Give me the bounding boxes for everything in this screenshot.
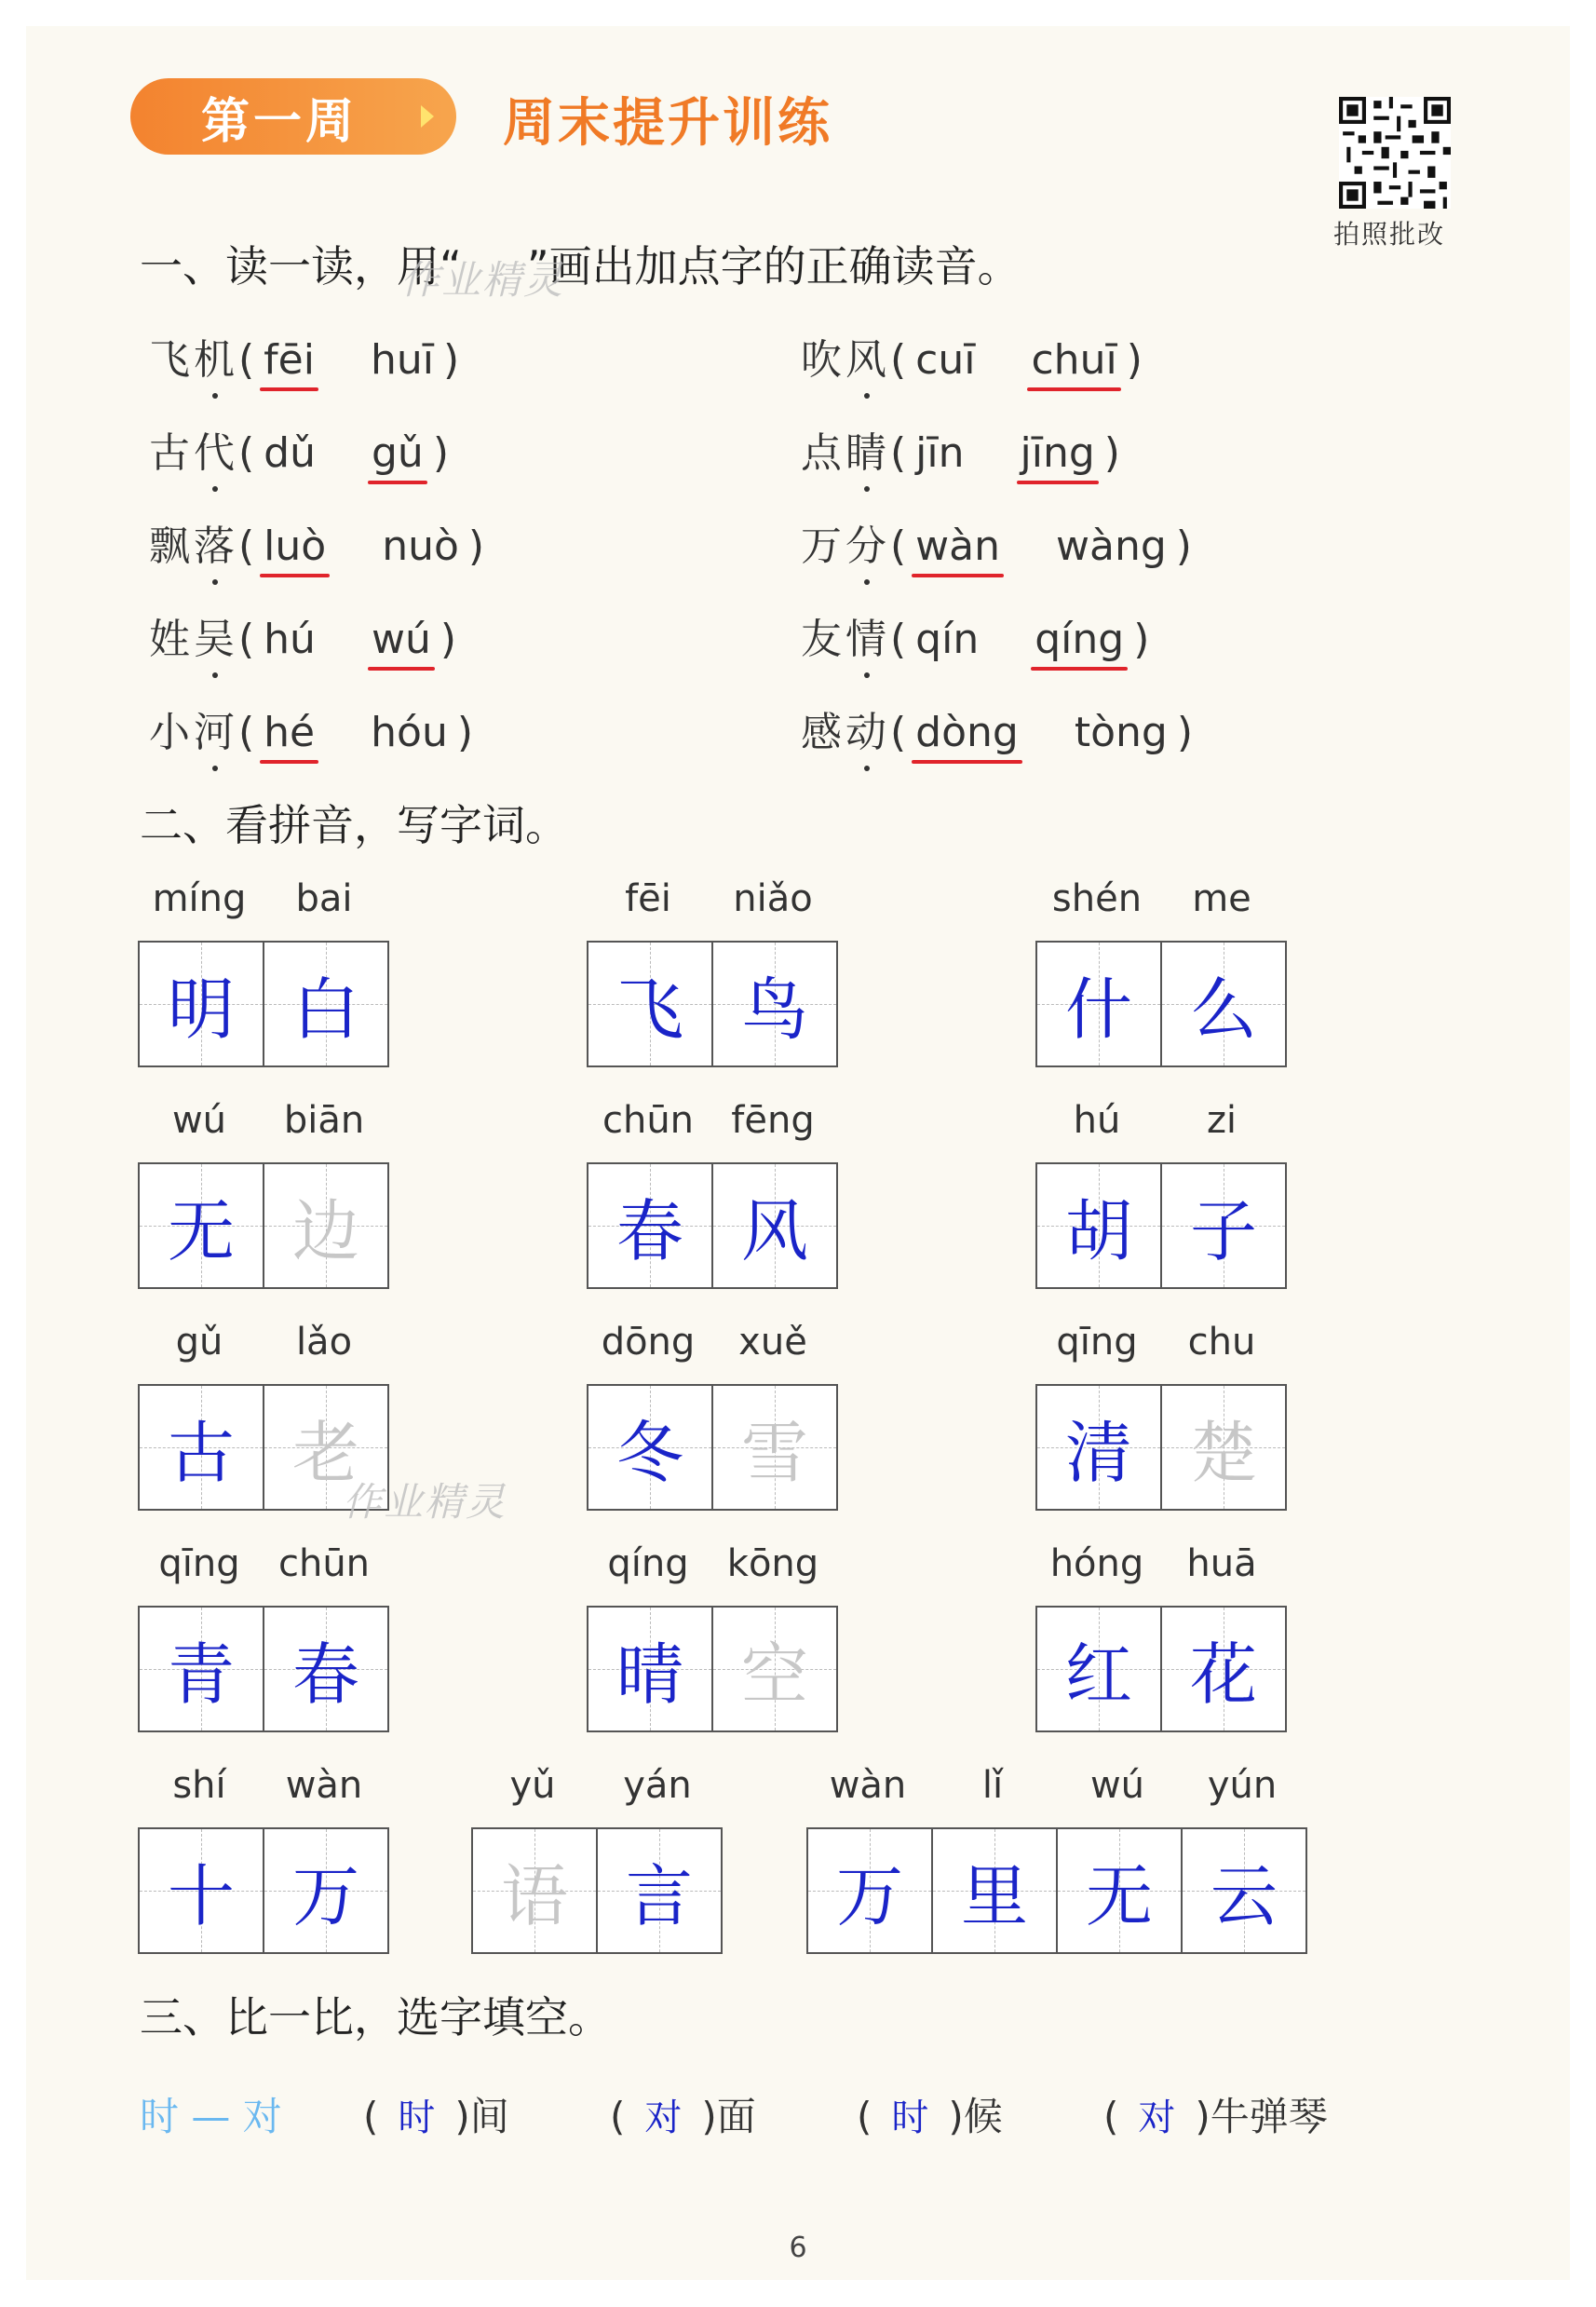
- fill-blank-item: ( 对 )牛弹琴: [1103, 2094, 1328, 2139]
- writing-grid: [587, 1162, 838, 1289]
- pinyin-label: xuě: [738, 1321, 807, 1364]
- pinyin-option-selected[interactable]: wú: [371, 616, 431, 663]
- emphasis-dot-icon: [864, 486, 870, 492]
- answer-character-cell[interactable]: 万: [808, 1829, 931, 1952]
- reading-word: 感动: [801, 699, 890, 758]
- reading-word: 飘落: [149, 512, 238, 572]
- answer-character-cell[interactable]: 晴: [588, 1608, 711, 1730]
- emphasis-dot-icon: [212, 766, 218, 771]
- trace-character-cell[interactable]: 老: [263, 1386, 387, 1509]
- emphasis-dot-icon: [212, 579, 218, 585]
- answer-character-cell[interactable]: 万: [263, 1829, 387, 1952]
- pinyin-option-selected[interactable]: dòng: [915, 709, 1019, 756]
- trace-character-cell[interactable]: 雪: [711, 1386, 836, 1509]
- writing-grid: [1035, 941, 1287, 1067]
- trace-character-cell[interactable]: 楚: [1160, 1386, 1285, 1509]
- writing-grid: [587, 941, 838, 1067]
- answer-character-cell[interactable]: 春: [263, 1608, 387, 1730]
- emphasis-dot-icon: [864, 579, 870, 585]
- pinyin-label: kōng: [726, 1542, 819, 1585]
- pinyin-label: hóng: [1049, 1542, 1144, 1585]
- reading-item: 万分 ( wàn wàng ): [801, 512, 1192, 572]
- pinyin-label: wú: [1089, 1764, 1145, 1807]
- pinyin-label: shí: [172, 1764, 226, 1807]
- watermark-2: 作业精灵: [343, 1479, 507, 1525]
- answer-character-cell[interactable]: 胡: [1037, 1164, 1160, 1287]
- writing-grid: [1035, 1162, 1287, 1289]
- reading-word: 点睛: [801, 419, 890, 479]
- answer-character-cell[interactable]: 十: [140, 1829, 263, 1952]
- answer-character-cell[interactable]: 红: [1037, 1608, 1160, 1730]
- compare-pair: 时 — 对: [140, 2094, 282, 2139]
- blank-answer[interactable]: 对: [1138, 2097, 1176, 2139]
- reading-word: 吹风: [801, 326, 890, 386]
- pinyin-option[interactable]: huī: [370, 336, 434, 384]
- fill-blank-item: ( 时 )间: [363, 2094, 509, 2139]
- pinyin-label: qīng: [158, 1542, 240, 1585]
- pinyin-label: fēi: [625, 877, 671, 920]
- pinyin-label: bai: [295, 877, 353, 920]
- pinyin-label: huā: [1186, 1542, 1257, 1585]
- reading-item: 飞机 ( fēi huī ): [149, 326, 459, 386]
- reading-word: 飞机: [149, 326, 238, 386]
- pinyin-option-selected[interactable]: jīng: [1020, 429, 1095, 477]
- pinyin-label: wàn: [285, 1764, 363, 1807]
- section2-title: 二、看拼音，写字词。: [140, 800, 568, 850]
- pinyin-option[interactable]: jīn: [915, 429, 965, 477]
- emphasis-dot-icon: [212, 393, 218, 399]
- pinyin-option[interactable]: hú: [264, 616, 316, 663]
- pinyin-option-selected[interactable]: chuī: [1031, 336, 1117, 384]
- trace-character-cell[interactable]: 语: [473, 1829, 596, 1952]
- answer-character-cell[interactable]: 清: [1037, 1386, 1160, 1509]
- pinyin-label: lǎo: [295, 1321, 353, 1364]
- writing-grid: [587, 1606, 838, 1732]
- answer-character-cell[interactable]: 里: [931, 1829, 1056, 1952]
- watermark: 作业精灵: [400, 257, 565, 303]
- answer-character-cell[interactable]: 鸟: [711, 943, 836, 1065]
- answer-character-cell[interactable]: 子: [1160, 1164, 1285, 1287]
- answer-character-cell[interactable]: 言: [596, 1829, 721, 1952]
- answer-character-cell[interactable]: 古: [140, 1386, 263, 1509]
- writing-grid: [138, 1827, 389, 1954]
- section1-title: [140, 233, 1021, 294]
- reading-item: 姓吴 ( hú wú ): [149, 605, 456, 665]
- emphasis-dot-icon: [864, 766, 870, 771]
- reading-item: 吹风 ( cuī chuī ): [801, 326, 1143, 386]
- pinyin-option[interactable]: qín: [915, 616, 980, 663]
- writing-grid: [138, 1384, 389, 1511]
- reading-item: 古代 ( dǔ gǔ ): [149, 419, 449, 479]
- reading-item: 友情 ( qín qíng ): [801, 605, 1149, 665]
- pinyin-label: wú: [171, 1099, 227, 1142]
- reading-item: 点睛 ( jīn jīng ): [801, 419, 1120, 479]
- blank-answer[interactable]: 对: [644, 2097, 683, 2139]
- answer-character-cell[interactable]: 无: [1056, 1829, 1181, 1952]
- pinyin-label: me: [1192, 877, 1251, 920]
- pinyin-option[interactable]: tòng: [1074, 709, 1168, 756]
- answer-character-cell[interactable]: 冬: [588, 1386, 711, 1509]
- pinyin-label: chūn: [602, 1099, 695, 1142]
- pinyin-label: qíng: [607, 1542, 689, 1585]
- writing-grid: [138, 941, 389, 1067]
- reading-word: 友情: [801, 605, 890, 665]
- pinyin-label: míng: [152, 877, 247, 920]
- pinyin-label: shén: [1051, 877, 1143, 920]
- section1-title-post: ”画出加点字的正确读音。: [526, 241, 1021, 292]
- pinyin-label: chūn: [277, 1542, 371, 1585]
- blank-answer[interactable]: 时: [891, 2097, 929, 2139]
- emphasis-dot-icon: [212, 486, 218, 492]
- writing-grid: [138, 1162, 389, 1289]
- answer-character-cell[interactable]: 白: [263, 943, 387, 1065]
- week-label: 第一周: [200, 93, 358, 150]
- answer-character-cell[interactable]: 飞: [588, 943, 711, 1065]
- pinyin-label: yán: [623, 1764, 692, 1807]
- pinyin-option-selected[interactable]: hé: [264, 709, 316, 756]
- writing-grid: [138, 1606, 389, 1732]
- emphasis-dot-icon: [864, 393, 870, 399]
- answer-character-cell[interactable]: 什: [1037, 943, 1160, 1065]
- pinyin-option-selected[interactable]: gǔ: [372, 429, 424, 477]
- fill-blank-item: ( 对 )面: [610, 2094, 756, 2139]
- pinyin-option-selected[interactable]: wàn: [915, 522, 1001, 570]
- answer-character-cell[interactable]: 么: [1160, 943, 1285, 1065]
- pinyin-label: wàn: [829, 1764, 907, 1807]
- pinyin-label: yǔ: [509, 1764, 556, 1807]
- writing-grid: [806, 1827, 1307, 1954]
- reading-item: 飘落 ( luò nuò ): [149, 512, 484, 572]
- reading-word: 古代: [149, 419, 238, 479]
- reading-word: 小河: [149, 699, 238, 758]
- answer-character-cell[interactable]: 风: [711, 1164, 836, 1287]
- reading-item: 感动 ( dòng tòng ): [801, 699, 1193, 758]
- writing-grid: [1035, 1606, 1287, 1732]
- pinyin-label: gǔ: [175, 1321, 223, 1364]
- pinyin-label: chu: [1187, 1321, 1256, 1364]
- pinyin-option[interactable]: wàng: [1056, 522, 1167, 570]
- answer-character-cell[interactable]: 云: [1181, 1829, 1305, 1952]
- trace-character-cell[interactable]: 边: [263, 1164, 387, 1287]
- pinyin-option[interactable]: nuò: [382, 522, 459, 570]
- answer-character-cell[interactable]: 无: [140, 1164, 263, 1287]
- answer-character-cell[interactable]: 青: [140, 1608, 263, 1730]
- pinyin-label: niǎo: [733, 877, 813, 920]
- pinyin-label: lǐ: [981, 1764, 1004, 1807]
- pinyin-label: hú: [1073, 1099, 1121, 1142]
- pinyin-label: dōng: [601, 1321, 696, 1364]
- pinyin-option[interactable]: hóu: [371, 709, 448, 756]
- section1-title-pre: 一、读一读，用“: [140, 241, 462, 292]
- pinyin-label: zi: [1206, 1099, 1238, 1142]
- week-badge: [130, 78, 456, 155]
- emphasis-dot-icon: [212, 672, 218, 678]
- pinyin-label: yún: [1207, 1764, 1278, 1807]
- fill-blank-item: ( 时 )候: [857, 2094, 1003, 2139]
- page-title: 周末提升训练: [503, 93, 832, 154]
- pinyin-option-selected[interactable]: fēi: [264, 336, 315, 384]
- emphasis-dot-icon: [864, 672, 870, 678]
- pinyin-option-selected[interactable]: luò: [264, 522, 327, 570]
- trace-character-cell[interactable]: 空: [711, 1608, 836, 1730]
- answer-character-cell[interactable]: 春: [588, 1164, 711, 1287]
- play-triangle-icon: [421, 105, 434, 128]
- pinyin-option-selected[interactable]: qíng: [1035, 616, 1125, 663]
- section3-title: 三、比一比，选字填空。: [140, 1992, 611, 2042]
- qr-label: 拍照批改: [1333, 219, 1446, 250]
- pinyin-label: biān: [283, 1099, 365, 1142]
- blank-answer[interactable]: 时: [398, 2097, 436, 2139]
- reading-item: 小河 ( hé hóu ): [149, 699, 473, 758]
- pinyin-label: fēng: [731, 1099, 815, 1142]
- qr-code-icon[interactable]: [1339, 97, 1451, 209]
- answer-character-cell[interactable]: 明: [140, 943, 263, 1065]
- page-number: 6: [789, 2232, 807, 2264]
- pinyin-option[interactable]: cuī: [915, 336, 976, 384]
- writing-grid: [1035, 1384, 1287, 1511]
- writing-grid: [471, 1827, 723, 1954]
- reading-word: 姓吴: [149, 605, 238, 665]
- reading-word: 万分: [801, 512, 890, 572]
- writing-grid: [587, 1384, 838, 1511]
- pinyin-option[interactable]: dǔ: [264, 429, 316, 477]
- answer-character-cell[interactable]: 花: [1160, 1608, 1285, 1730]
- pinyin-label: qīng: [1056, 1321, 1138, 1364]
